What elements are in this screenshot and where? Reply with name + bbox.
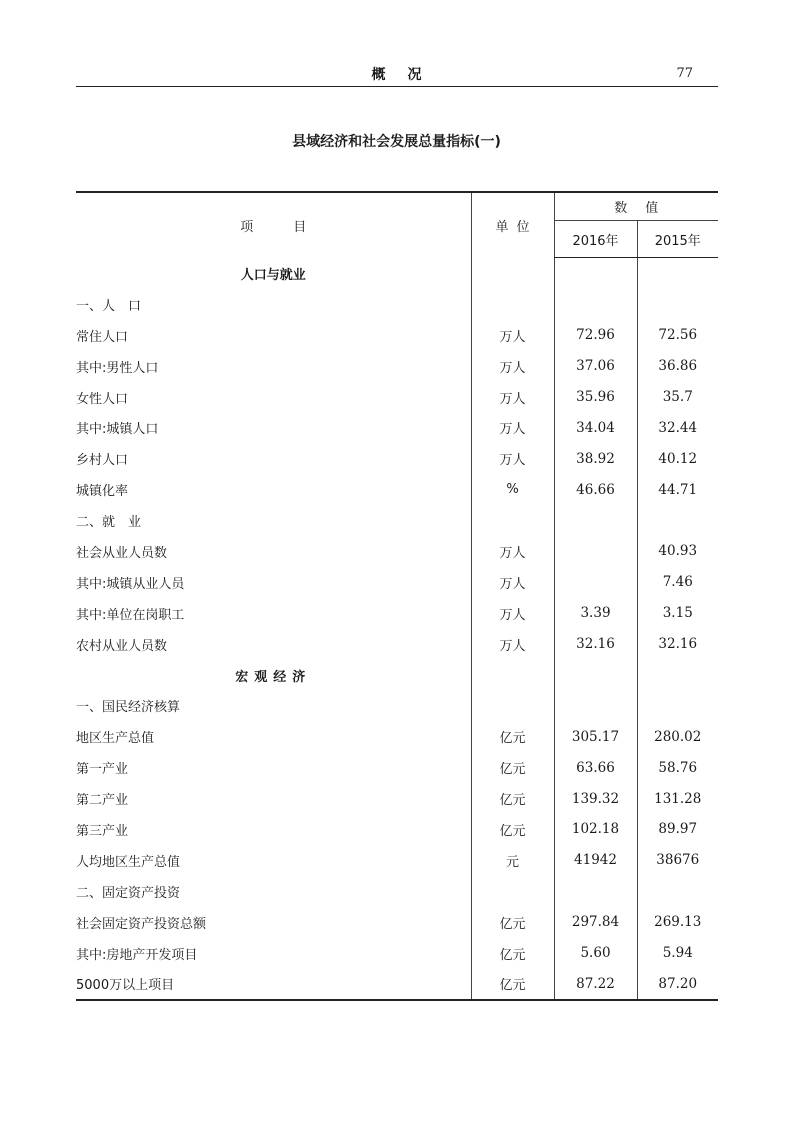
row-value-2016: [554, 660, 637, 691]
table-row: [76, 783, 718, 814]
row-value-2015: [637, 690, 718, 721]
row-unit: 万人: [471, 536, 554, 567]
row-unit: %: [471, 474, 554, 505]
row-label: 二、固定资产投资: [76, 885, 181, 901]
row-value-2016: 38.92: [554, 443, 637, 474]
row-label: 社会固定资产投资总额: [76, 916, 207, 932]
row-unit: 万人: [471, 412, 554, 443]
table-row: [76, 721, 718, 752]
column-header-2015: 2015年: [637, 221, 718, 258]
row-unit: [471, 505, 554, 536]
row-label: 其中:城镇从业人员: [76, 576, 185, 592]
row-unit: 元: [471, 845, 554, 876]
row-value-2016: 3.39: [554, 598, 637, 629]
table-row: [76, 938, 718, 969]
row-label: 城镇化率: [76, 484, 129, 500]
row-value-2016: 63.66: [554, 752, 637, 783]
row-value-2016: 102.18: [554, 814, 637, 845]
table-row: [76, 907, 718, 938]
row-label: 女性人口: [76, 391, 129, 407]
row-value-2015: 38676: [637, 845, 718, 876]
row-label: 一、人 口: [76, 298, 142, 314]
section-row-population-employment: [76, 258, 718, 289]
row-value-2015: 58.76: [637, 752, 718, 783]
row-unit: 亿元: [471, 907, 554, 938]
row-value-2015: 32.16: [637, 629, 718, 660]
row-unit: 万人: [471, 382, 554, 413]
row-unit: 亿元: [471, 968, 554, 1000]
row-value-2016: [554, 536, 637, 567]
row-unit: [471, 690, 554, 721]
row-value-2016: 305.17: [554, 721, 637, 752]
row-value-2016: [554, 567, 637, 598]
row-label: 第一产业: [76, 762, 129, 778]
row-label: 人口与就业: [240, 267, 306, 283]
row-value-2016: 72.96: [554, 320, 637, 351]
row-value-2015: 72.56: [637, 320, 718, 351]
table-title: 县域经济和社会发展总量指标(一): [292, 134, 501, 150]
row-value-2015: 40.93: [637, 536, 718, 567]
table-row: [76, 536, 718, 567]
row-label: 宏观经济: [235, 669, 312, 685]
row-value-2016: [554, 258, 637, 289]
table-row: [76, 814, 718, 845]
table-row: [76, 629, 718, 660]
row-unit: 万人: [471, 629, 554, 660]
row-value-2016: 87.22: [554, 968, 637, 1000]
table-row: [76, 845, 718, 876]
row-value-2016: 32.16: [554, 629, 637, 660]
row-value-2015: [637, 505, 718, 536]
row-label: 第三产业: [76, 823, 129, 839]
row-unit: 万人: [471, 598, 554, 629]
row-label: 地区生产总值: [76, 731, 155, 747]
row-value-2015: [637, 289, 718, 320]
row-label: 5000万以上项目: [76, 968, 471, 1000]
row-value-2016: 139.32: [554, 783, 637, 814]
table-row: [76, 598, 718, 629]
row-value-2016: [554, 289, 637, 320]
row-value-2015: 5.94: [637, 938, 718, 969]
row-value-2016: [554, 690, 637, 721]
row-unit: 万人: [471, 443, 554, 474]
table-row: [76, 752, 718, 783]
row-value-2015: 280.02: [637, 721, 718, 752]
row-label: 其中:单位在岗职工: [76, 607, 185, 623]
row-unit: [471, 258, 554, 289]
row-value-2015: 3.15: [637, 598, 718, 629]
row-label: 其中:城镇人口: [76, 422, 159, 438]
table-row: [76, 412, 718, 443]
row-label: 社会从业人员数: [76, 545, 168, 561]
row-unit: 亿元: [471, 783, 554, 814]
row-value-2016: 46.66: [554, 474, 637, 505]
row-value-2016: 5.60: [554, 938, 637, 969]
row-value-2016: 297.84: [554, 907, 637, 938]
row-unit: 万人: [471, 567, 554, 598]
row-value-2016: [554, 505, 637, 536]
table-row: [76, 351, 718, 382]
row-label: 一、国民经济核算: [76, 700, 181, 716]
row-value-2015: 7.46: [637, 567, 718, 598]
table-row: [76, 289, 718, 320]
row-unit: 亿元: [471, 814, 554, 845]
column-header-value-group: 数值: [554, 192, 718, 221]
row-value-2015: 35.7: [637, 382, 718, 413]
row-value-2015: 36.86: [637, 351, 718, 382]
row-value-2015: [637, 258, 718, 289]
row-unit: 亿元: [471, 938, 554, 969]
row-unit: 亿元: [471, 752, 554, 783]
row-label: 农村从业人员数: [76, 638, 168, 654]
row-value-2015: 40.12: [637, 443, 718, 474]
page-number: 77: [676, 66, 693, 81]
table-row: [76, 474, 718, 505]
table-row: [76, 690, 718, 721]
running-header-title: 概况: [371, 67, 444, 83]
row-value-2016: [554, 876, 637, 907]
table-row: [76, 382, 718, 413]
table-row: [76, 320, 718, 351]
section-row-macro-economy: [76, 660, 718, 691]
row-label: 第二产业: [76, 793, 129, 809]
row-unit: [471, 660, 554, 691]
row-value-2015: 44.71: [637, 474, 718, 505]
row-label: 乡村人口: [76, 453, 129, 469]
row-unit: [471, 876, 554, 907]
indicator-table: [76, 191, 718, 1001]
table-row: [76, 443, 718, 474]
row-value-2015: 89.97: [637, 814, 718, 845]
row-value-2016: 37.06: [554, 351, 637, 382]
table-row: [76, 876, 718, 907]
row-unit: 亿元: [471, 721, 554, 752]
row-unit: 万人: [471, 320, 554, 351]
column-header-item: 项目: [76, 192, 471, 258]
table-row: [76, 567, 718, 598]
row-label: 其中:房地产开发项目: [76, 947, 198, 963]
row-value-2015: 269.13: [637, 907, 718, 938]
row-unit: [471, 289, 554, 320]
row-value-2016: 35.96: [554, 382, 637, 413]
row-value-2015: [637, 876, 718, 907]
row-value-2016: 41942: [554, 845, 637, 876]
column-header-unit: 单位: [471, 192, 554, 258]
column-header-2016: 2016年: [554, 221, 637, 258]
row-value-2015: [637, 660, 718, 691]
row-value-2015: 32.44: [637, 412, 718, 443]
row-value-2015: 87.20: [637, 968, 718, 1000]
row-label: 常住人口: [76, 329, 129, 345]
header-rule: [76, 86, 718, 87]
row-value-2015: 131.28: [637, 783, 718, 814]
row-unit: 万人: [471, 351, 554, 382]
table-row: [76, 505, 718, 536]
row-label: 人均地区生产总值: [76, 854, 181, 870]
table-row: [76, 968, 718, 1000]
row-value-2016: 34.04: [554, 412, 637, 443]
row-label: 其中:男性人口: [76, 360, 159, 376]
row-label: 二、就 业: [76, 515, 142, 531]
